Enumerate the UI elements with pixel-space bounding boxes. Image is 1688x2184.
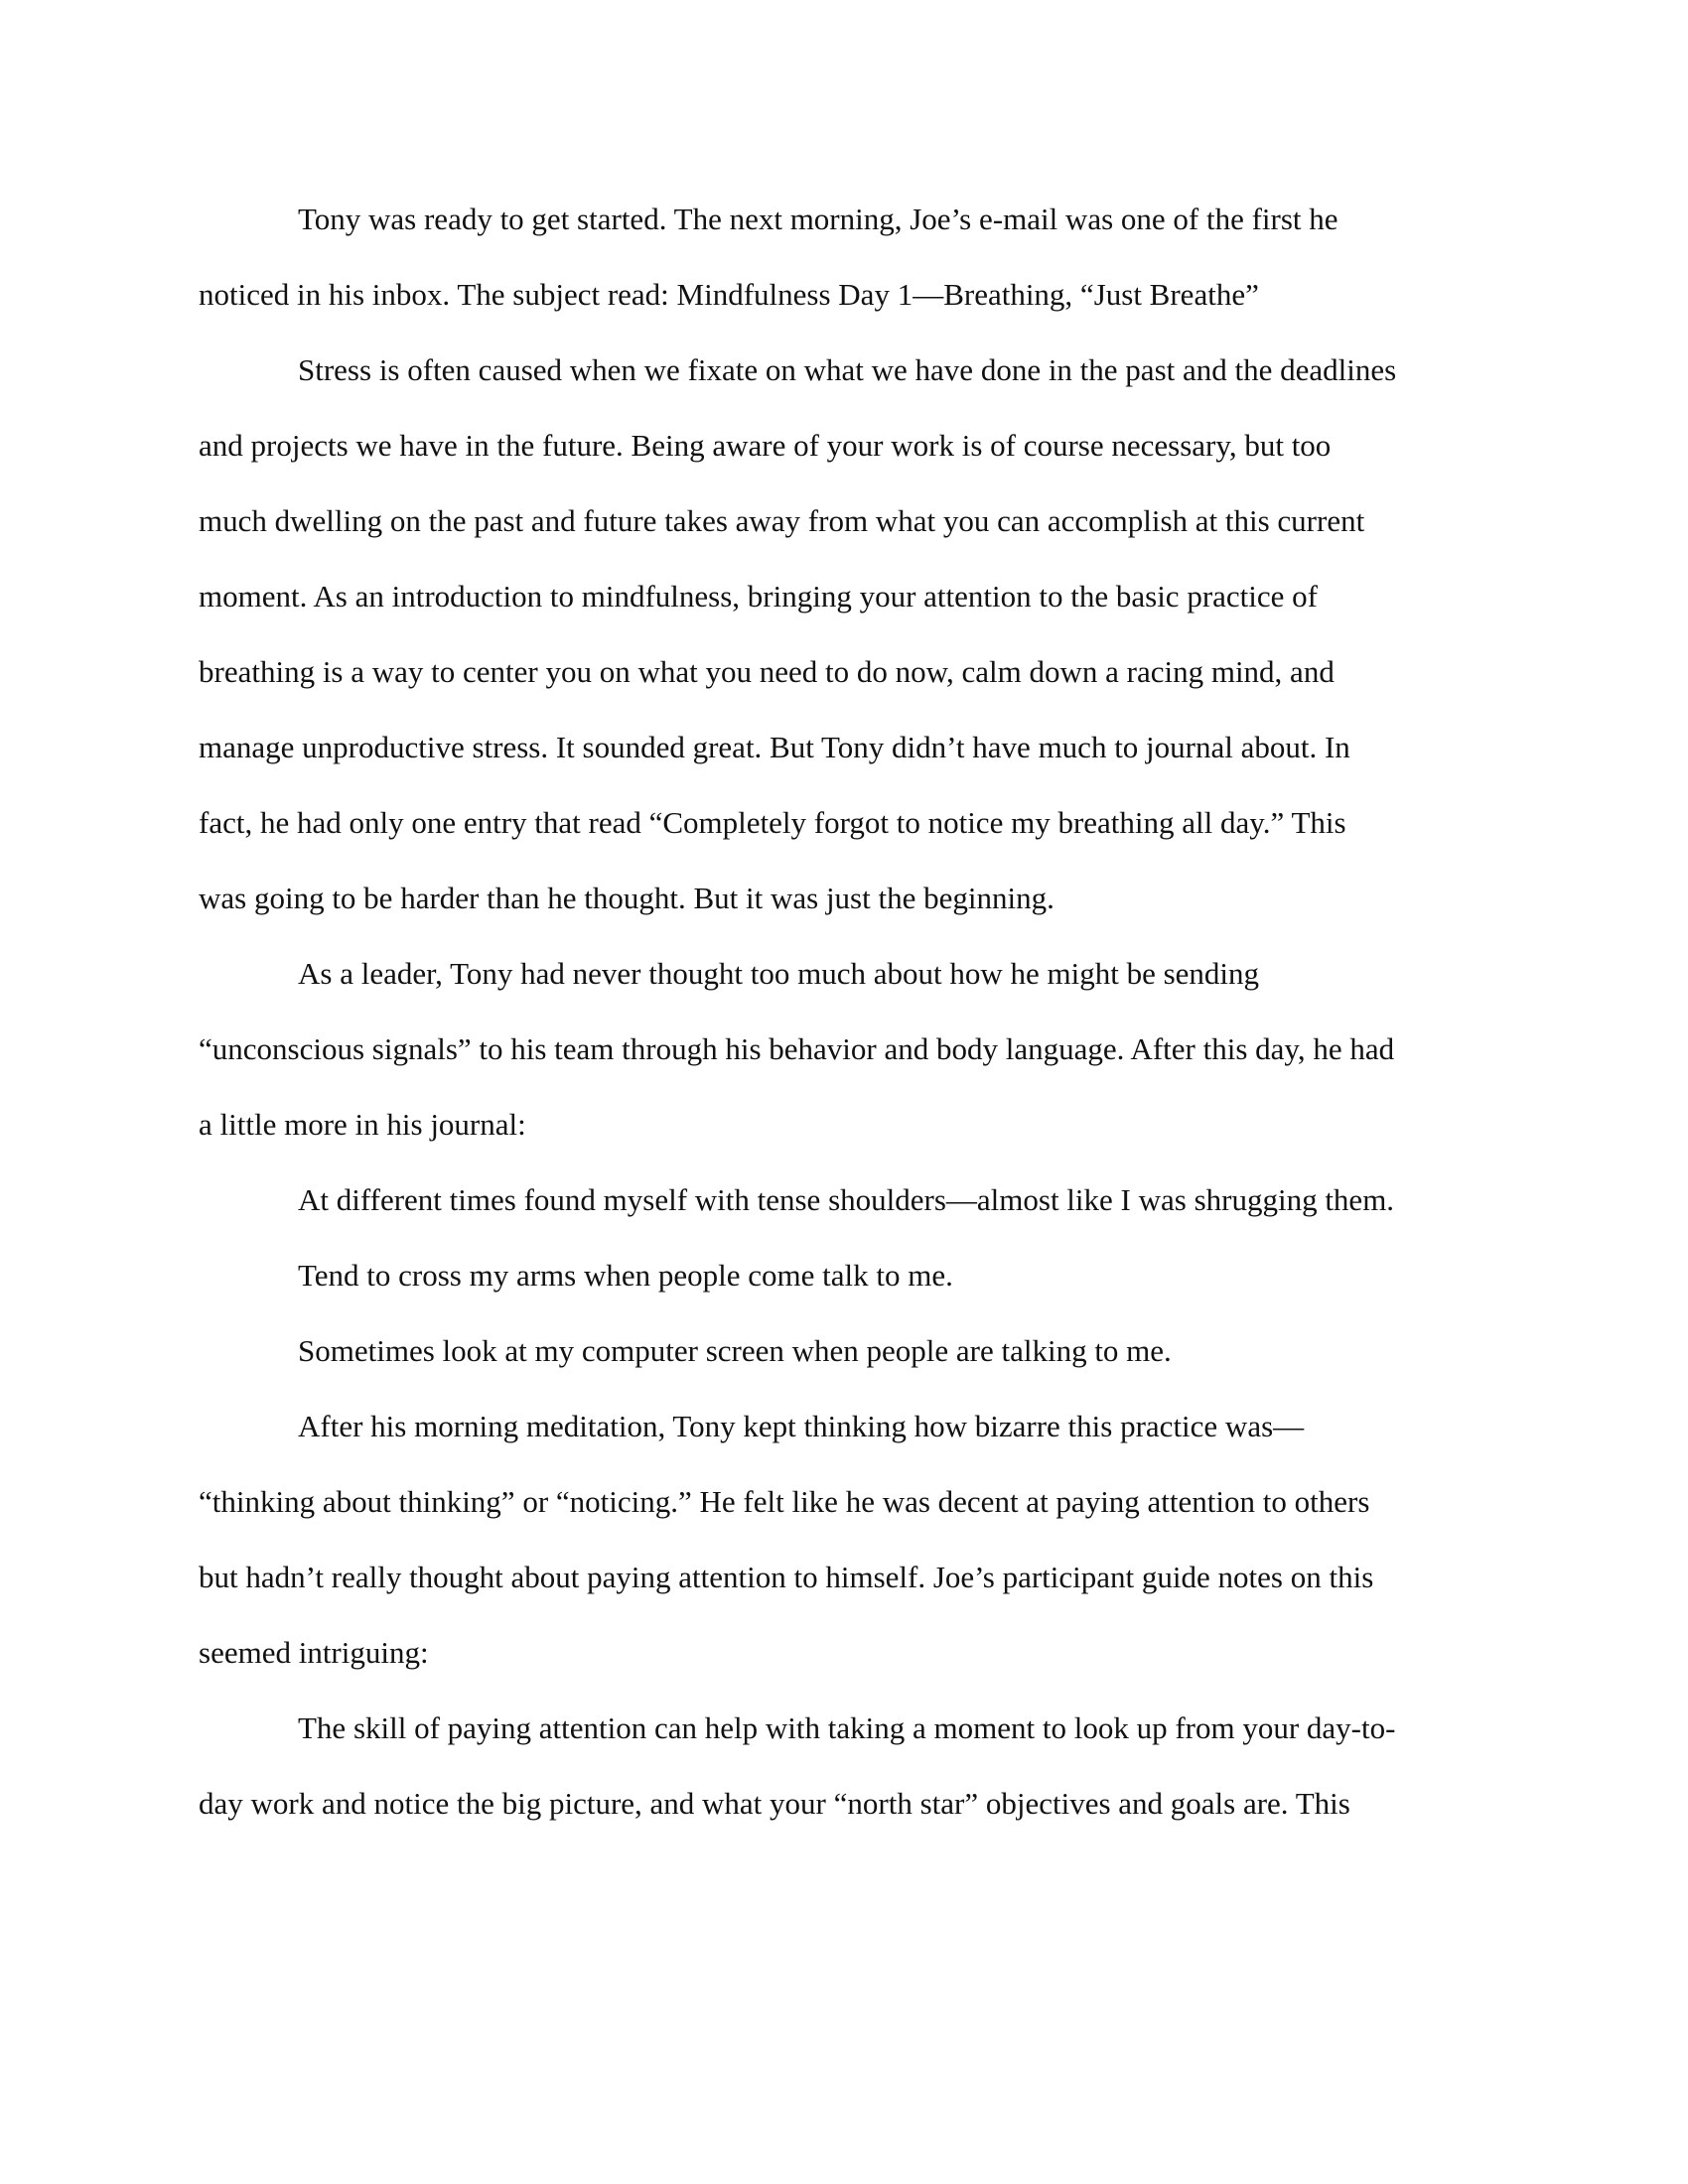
paragraph-line: As a leader, Tony had never thought too much about how he might be sending bbox=[298, 956, 1260, 991]
paragraph-line: breathing is a way to center you on what you need to do now, calm down a racing mind, and bbox=[199, 654, 1335, 689]
journal-entry: At different times found myself with tense shoulders—almost like I was shrugging them. bbox=[298, 1182, 1395, 1217]
paragraph-line: but hadn’t really thought about paying attention to himself. Joe’s participant guide notes on this bbox=[199, 1560, 1374, 1594]
paragraph-line: manage unproductive stress. It sounded great. But Tony didn’t have much to journal about. In bbox=[199, 730, 1350, 764]
paragraph-line: “unconscious signals” to his team through his behavior and body language. After this day, he had bbox=[199, 1031, 1395, 1066]
paragraph-line: The skill of paying attention can help with taking a moment to look up from your day-to- bbox=[298, 1710, 1396, 1745]
paragraph-line: fact, he had only one entry that read “Completely forgot to notice my breathing all day.” This bbox=[199, 805, 1346, 840]
journal-entry: Sometimes look at my computer screen when people are talking to me. bbox=[298, 1333, 1172, 1368]
paragraph-line: After his morning meditation, Tony kept thinking how bizarre this practice was— bbox=[298, 1409, 1305, 1443]
journal-entry: Tend to cross my arms when people come talk to me. bbox=[298, 1258, 953, 1293]
paragraph-line: Tony was ready to get started. The next morning, Joe’s e-mail was one of the first he bbox=[298, 202, 1338, 236]
paragraph-line: and projects we have in the future. Being aware of your work is of course necessary, but too bbox=[199, 428, 1332, 463]
paragraph-line: seemed intriguing: bbox=[199, 1635, 429, 1670]
paragraph-line: “thinking about thinking” or “noticing.” He felt like he was decent at paying attention to others bbox=[199, 1484, 1370, 1519]
paragraph-line: noticed in his inbox. The subject read: Mindfulness Day 1—Breathing, “Just Breathe” bbox=[199, 277, 1259, 312]
paragraph-line: was going to be harder than he thought. But it was just the beginning. bbox=[199, 881, 1055, 915]
paragraph-line: much dwelling on the past and future takes away from what you can accomplish at this current bbox=[199, 503, 1365, 538]
paragraph-line: day work and notice the big picture, and what your “north star” objectives and goals are. This bbox=[199, 1786, 1350, 1821]
paragraph-line: Stress is often caused when we fixate on what we have done in the past and the deadlines bbox=[298, 352, 1397, 387]
paragraph-line: a little more in his journal: bbox=[199, 1107, 526, 1142]
paragraph-line: moment. As an introduction to mindfulness, bringing your attention to the basic practice of bbox=[199, 579, 1318, 614]
